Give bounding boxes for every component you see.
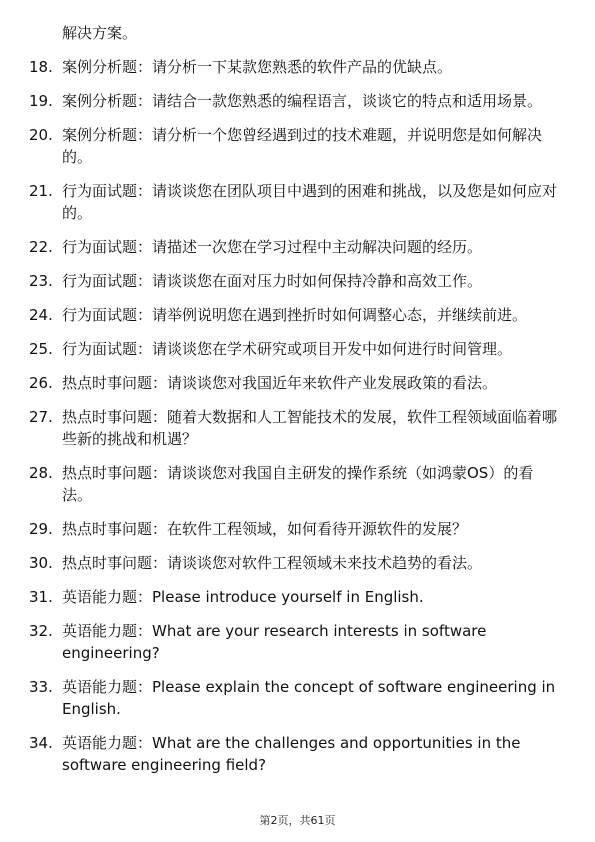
question-item: [0, 56, 595, 78]
question-text: 热点时事问题：请谈谈您对软件工程领域未来技术趋势的看法。: [62, 554, 483, 572]
question-text: 行为面试题：请描述一次您在学习过程中主动解决问题的经历。: [62, 238, 483, 256]
question-text: 行为面试题：请举例说明您在遇到挫折时如何调整心态，并继续前进。: [62, 306, 528, 324]
question-text: 热点时事问题：请谈谈您对我国近年来软件产业发展政策的看法。: [62, 374, 498, 392]
question-number: 32.: [29, 622, 53, 640]
question-number: 23.: [29, 272, 53, 290]
question-text: 热点时事问题：请谈谈您对我国自主研发的操作系统（如鸿蒙OS）的看法。: [62, 464, 534, 504]
question-number: 21.: [29, 182, 53, 200]
question-item: [0, 406, 595, 450]
question-item: [0, 552, 595, 574]
question-item: [0, 124, 595, 168]
question-text: 英语能力题：What are your research interests in software engineering?: [62, 622, 487, 662]
question-number: 29.: [29, 520, 53, 538]
question-text: 英语能力题：Please explain the concept of software engineering in English.: [62, 678, 556, 718]
question-number: 18.: [29, 58, 53, 76]
question-text: 热点时事问题：随着大数据和人工智能技术的发展，软件工程领域面临着哪些新的挑战和机遇？: [62, 408, 558, 448]
question-item: [0, 304, 595, 326]
question-item: [0, 270, 595, 292]
question-number: 20.: [29, 126, 53, 144]
question-number: 33.: [29, 678, 53, 696]
page-footer: 第2页，共61页: [259, 814, 336, 827]
question-list: [0, 56, 595, 788]
question-number: 30.: [29, 554, 53, 572]
question-item: [0, 180, 595, 224]
question-text: 行为面试题：请谈谈您在面对压力时如何保持冷静和高效工作。: [62, 272, 483, 290]
question-number: 26.: [29, 374, 53, 392]
question-item: [0, 518, 595, 540]
question-number: 34.: [29, 734, 53, 752]
question-number: 24.: [29, 306, 53, 324]
question-number: 19.: [29, 92, 53, 110]
question-number: 28.: [29, 464, 53, 482]
question-number: 25.: [29, 340, 53, 358]
question-number: 22.: [29, 238, 53, 256]
question-item: [0, 236, 595, 258]
question-text: 英语能力题：What are the challenges and opportunities in the software engineering field?: [62, 734, 521, 774]
question-item: [0, 372, 595, 394]
question-item: [0, 586, 595, 608]
question-text: 案例分析题：请结合一款您熟悉的编程语言，谈谈它的特点和适用场景。: [62, 92, 543, 110]
question-text: 热点时事问题：在软件工程领域，如何看待开源软件的发展？: [62, 520, 468, 538]
question-item: [0, 90, 595, 112]
question-item: [0, 676, 595, 720]
question-text: 行为面试题：请谈谈您在学术研究或项目开发中如何进行时间管理。: [62, 340, 513, 358]
question-number: 31.: [29, 588, 53, 606]
question-number: 27.: [29, 408, 53, 426]
question-item: [0, 732, 595, 776]
question-text: 行为面试题：请谈谈您在团队项目中遇到的困难和挑战，以及您是如何应对的。: [62, 182, 558, 222]
question-item: [0, 620, 595, 664]
continuation-text: 解决方案。: [62, 24, 138, 42]
question-item: [0, 462, 595, 506]
question-text: 英语能力题：Please introduce yourself in English.: [62, 588, 424, 606]
question-text: 案例分析题：请分析一个您曾经遇到过的技术难题，并说明您是如何解决的。: [62, 126, 543, 166]
question-text: 案例分析题：请分析一下某款您熟悉的软件产品的优缺点。: [62, 58, 453, 76]
question-item: [0, 338, 595, 360]
